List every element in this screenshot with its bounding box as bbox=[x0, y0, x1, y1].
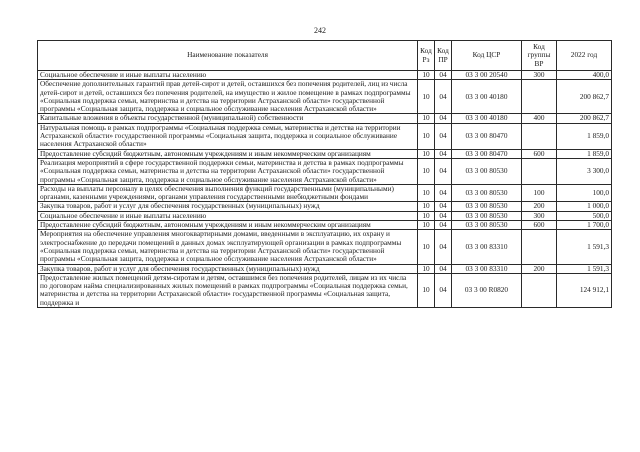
cell-rz: 10 bbox=[418, 114, 435, 123]
cell-pr: 04 bbox=[435, 158, 452, 184]
cell-csr: 03 3 00 R0820 bbox=[452, 273, 522, 307]
cell-pr: 04 bbox=[435, 202, 452, 211]
cell-csr: 03 3 00 40180 bbox=[452, 80, 522, 114]
cell-rz: 10 bbox=[418, 211, 435, 220]
cell-pr: 04 bbox=[435, 114, 452, 123]
cell-vr: 300 bbox=[522, 211, 557, 220]
table-row bbox=[38, 264, 612, 273]
cell-pr: 04 bbox=[435, 80, 452, 114]
table-row bbox=[38, 80, 612, 114]
cell-vr bbox=[522, 230, 557, 264]
header-name: Наименование показателя bbox=[38, 41, 418, 71]
cell-pr: 04 bbox=[435, 71, 452, 80]
cell-pr: 04 bbox=[435, 184, 452, 202]
cell-rz: 10 bbox=[418, 123, 435, 149]
cell-pr: 04 bbox=[435, 123, 452, 149]
cell-vr: 200 bbox=[522, 202, 557, 211]
cell-pr: 04 bbox=[435, 211, 452, 220]
cell-rz: 10 bbox=[418, 221, 435, 230]
cell-sum: 400,0 bbox=[557, 71, 612, 80]
table-row bbox=[38, 158, 612, 184]
cell-csr: 03 3 00 80530 bbox=[452, 158, 522, 184]
table-row bbox=[38, 273, 612, 307]
cell-sum: 1 859,0 bbox=[557, 123, 612, 149]
cell-name: Предоставление жилых помещений детям-сиротам и детям, оставшимся без попечения родителей, лицам из их числа по договорам найма специализированных жилых помещений в рамках подпрограммы «Социальная поддержка семьи, материнства и детства на территории Астраханской области» государственной программы «Социальная защита, поддержка и bbox=[38, 273, 418, 307]
cell-name: Социальное обеспечение и иные выплаты населению bbox=[38, 211, 418, 220]
header-pr: Код ПР bbox=[435, 41, 452, 71]
cell-name: Мероприятия на обеспечение управления многоквартирными домами, введенными в эксплуатацию, их охрану и электроснабжение до передачи помещений в данных домах эксплуатирующей организации в рамках подпрограммы «Социальная поддержка семьи, материнства и детства на территории Астраханской области» государственной программы «Социальная защита, поддержка и социальное обслуживание населения Астраханской области» bbox=[38, 230, 418, 264]
cell-sum: 3 300,0 bbox=[557, 158, 612, 184]
cell-rz: 10 bbox=[418, 202, 435, 211]
cell-rz: 10 bbox=[418, 80, 435, 114]
cell-csr: 03 3 00 83310 bbox=[452, 264, 522, 273]
cell-csr: 03 3 00 20540 bbox=[452, 71, 522, 80]
cell-sum: 124 912,1 bbox=[557, 273, 612, 307]
cell-sum: 1 591,3 bbox=[557, 264, 612, 273]
cell-name: Закупка товаров, работ и услуг для обеспечения государственных (муниципальных) нужд bbox=[38, 202, 418, 211]
cell-vr: 300 bbox=[522, 71, 557, 80]
table-row bbox=[38, 149, 612, 158]
cell-vr: 200 bbox=[522, 264, 557, 273]
header-vr: Код группы ВР bbox=[522, 41, 557, 71]
cell-vr bbox=[522, 80, 557, 114]
header-year: 2022 год bbox=[557, 41, 612, 71]
cell-name: Закупка товаров, работ и услуг для обеспечения государственных (муниципальных) нужд bbox=[38, 264, 418, 273]
cell-csr: 03 3 00 80470 bbox=[452, 149, 522, 158]
cell-pr: 04 bbox=[435, 273, 452, 307]
cell-rz: 10 bbox=[418, 158, 435, 184]
cell-rz: 10 bbox=[418, 264, 435, 273]
cell-csr: 03 3 00 40180 bbox=[452, 114, 522, 123]
cell-sum: 1 859,0 bbox=[557, 149, 612, 158]
cell-name: Предоставление субсидий бюджетным, автономным учреждениям и иным некоммерческим организациям bbox=[38, 221, 418, 230]
cell-csr: 03 3 00 80530 bbox=[452, 184, 522, 202]
cell-rz: 10 bbox=[418, 149, 435, 158]
cell-csr: 03 3 00 83310 bbox=[452, 230, 522, 264]
cell-rz: 10 bbox=[418, 273, 435, 307]
budget-table bbox=[37, 40, 612, 308]
table-row bbox=[38, 71, 612, 80]
cell-sum: 1 700,0 bbox=[557, 221, 612, 230]
cell-name: Реализация мероприятий в сфере государственной поддержки семьи, материнства и детства в рамках подпрограммы «Социальная поддержка семьи, материнства и детства на территории Астраханской области» государственной программы «Социальная защита, поддержка и социальное обслуживание населения Астраханской области» bbox=[38, 158, 418, 184]
cell-csr: 03 3 00 80470 bbox=[452, 123, 522, 149]
cell-vr: 400 bbox=[522, 114, 557, 123]
cell-sum: 1 000,0 bbox=[557, 202, 612, 211]
cell-vr: 600 bbox=[522, 149, 557, 158]
cell-sum: 200 862,7 bbox=[557, 114, 612, 123]
cell-pr: 04 bbox=[435, 221, 452, 230]
cell-name: Натуральная помощь в рамках подпрограммы «Социальная поддержка семьи, материнства и детства на территории Астраханской области» государственной программы «Социальная защита, поддержка и социальное обслуживание населения Астраханской области» bbox=[38, 123, 418, 149]
table-row bbox=[38, 184, 612, 202]
table-header-row bbox=[38, 41, 612, 71]
cell-vr bbox=[522, 123, 557, 149]
cell-sum: 100,0 bbox=[557, 184, 612, 202]
table-row bbox=[38, 211, 612, 220]
table-row bbox=[38, 123, 612, 149]
cell-name: Предоставление субсидий бюджетным, автономным учреждениям и иным некоммерческим организациям bbox=[38, 149, 418, 158]
cell-rz: 10 bbox=[418, 184, 435, 202]
cell-vr: 600 bbox=[522, 221, 557, 230]
cell-rz: 10 bbox=[418, 71, 435, 80]
cell-csr: 03 3 00 80530 bbox=[452, 202, 522, 211]
cell-name: Социальное обеспечение и иные выплаты населению bbox=[38, 71, 418, 80]
table-row bbox=[38, 230, 612, 264]
cell-pr: 04 bbox=[435, 230, 452, 264]
cell-csr: 03 3 00 80530 bbox=[452, 211, 522, 220]
cell-pr: 04 bbox=[435, 264, 452, 273]
cell-name: Расходы на выплаты персоналу в целях обеспечения выполнения функций государственными (муниципальными) органами, казенными учреждениями, органами управления государственными внебюджетными фондами bbox=[38, 184, 418, 202]
header-rz: Код Рз bbox=[418, 41, 435, 71]
cell-rz: 10 bbox=[418, 230, 435, 264]
cell-vr: 100 bbox=[522, 184, 557, 202]
cell-csr: 03 3 00 80530 bbox=[452, 221, 522, 230]
header-csr: Код ЦСР bbox=[452, 41, 522, 71]
cell-pr: 04 bbox=[435, 149, 452, 158]
cell-sum: 1 591,3 bbox=[557, 230, 612, 264]
cell-sum: 500,0 bbox=[557, 211, 612, 220]
cell-vr bbox=[522, 158, 557, 184]
table-row bbox=[38, 114, 612, 123]
table-row bbox=[38, 202, 612, 211]
table-row bbox=[38, 221, 612, 230]
cell-name: Обеспечение дополнительных гарантий прав детей-сирот и детей, оставшихся без попечения родителей, лиц из числа детей-сирот и детей, оставшихся без попечения родителей, на имущество и жилое помещение в рамках подпрограммы «Социальная поддержка семьи, материнства и детства на территории Астраханской области» государственной программы «Социальная защита, поддержка и социальное обслуживание населения Астраханской области» bbox=[38, 80, 418, 114]
cell-name: Капитальные вложения в объекты государственной (муниципальной) собственности bbox=[38, 114, 418, 123]
cell-vr bbox=[522, 273, 557, 307]
page-number: 242 bbox=[314, 26, 326, 35]
cell-sum: 200 862,7 bbox=[557, 80, 612, 114]
